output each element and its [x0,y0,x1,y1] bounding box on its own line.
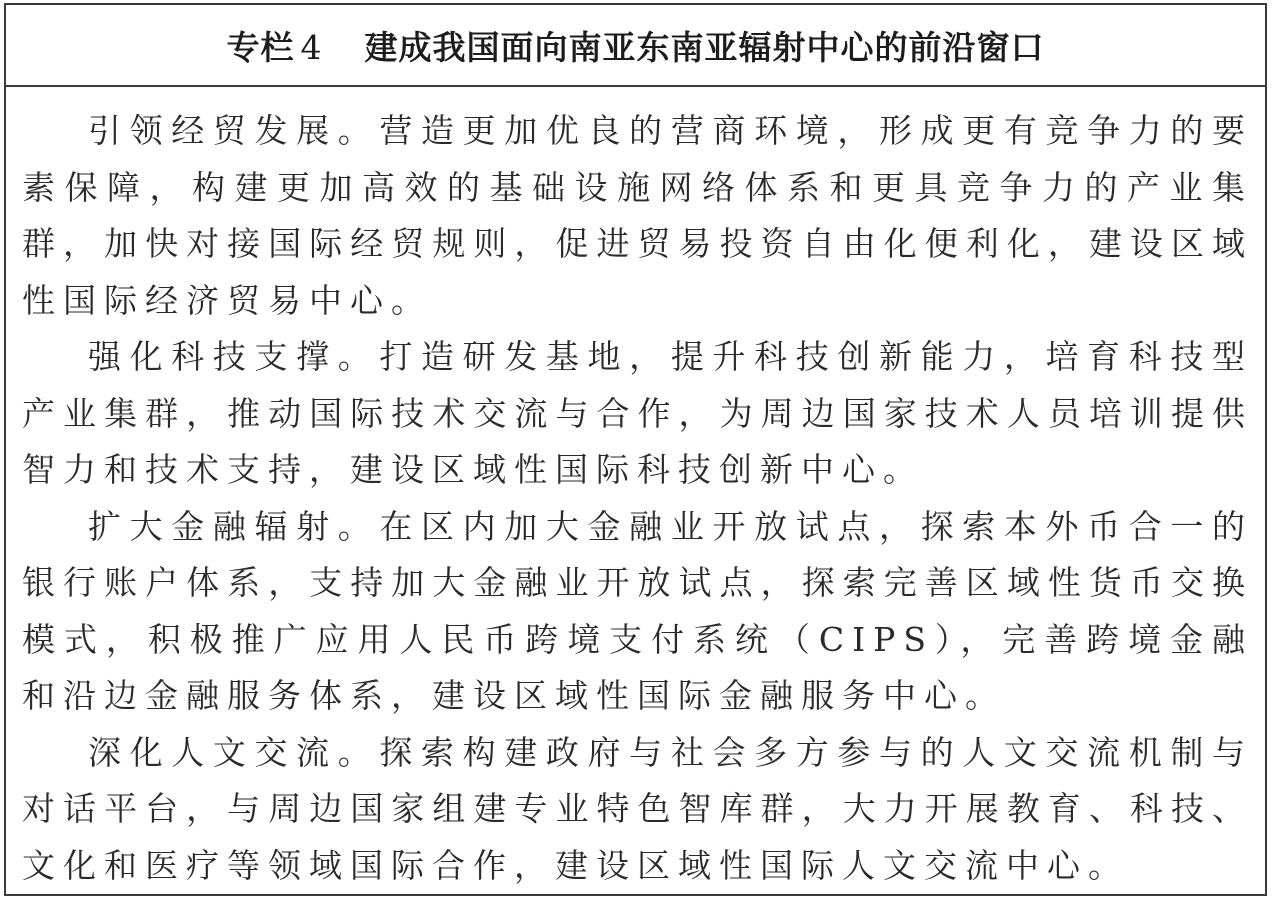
column-header [6,5,1265,87]
column-label: 专栏 [226,27,295,67]
column-body [6,87,1265,894]
column-box [4,3,1267,896]
column-number: 4 [300,27,323,67]
paragraph-finance: 扩大金融辐射。在区内加大金融业开放试点，探索本外币合一的银行账户体系，支持加大金融业开放试点，探索完善区域性货币交换模式，积极推广应用人民币跨境支付系统（CIPS），完善跨境金融和沿边金融服务体系，建设区域性国际金融服务中心。 [22,506,1253,715]
column-title [227,22,1045,69]
paragraph-trade: 引领经贸发展。营造更加优良的营商环境，形成更有竞争力的要素保障，构建更加高效的基础设施网络体系和更具竞争力的产业集群，加快对接国际经贸规则，促进贸易投资自由化便利化，建设区域性国际经济贸易中心。 [22,111,1253,320]
paragraph-culture: 深化人文交流。探索构建政府与社会多方参与的人文交流机制与对话平台，与周边国家组建专业特色智库群，大力开展教育、科技、文化和医疗等领域国际合作，建设区域性国际人文交流中心。 [22,732,1253,885]
column-title-text: 建成我国面向南亚东南亚辐射中心的前沿窗口 [364,27,1045,67]
paragraph-technology: 强化科技支撑。打造研发基地，提升科技创新能力，培育科技型产业集群，推动国际技术交流与合作，为周边国家技术人员培训提供智力和技术支持，建设区域性国际科技创新中心。 [22,337,1253,489]
